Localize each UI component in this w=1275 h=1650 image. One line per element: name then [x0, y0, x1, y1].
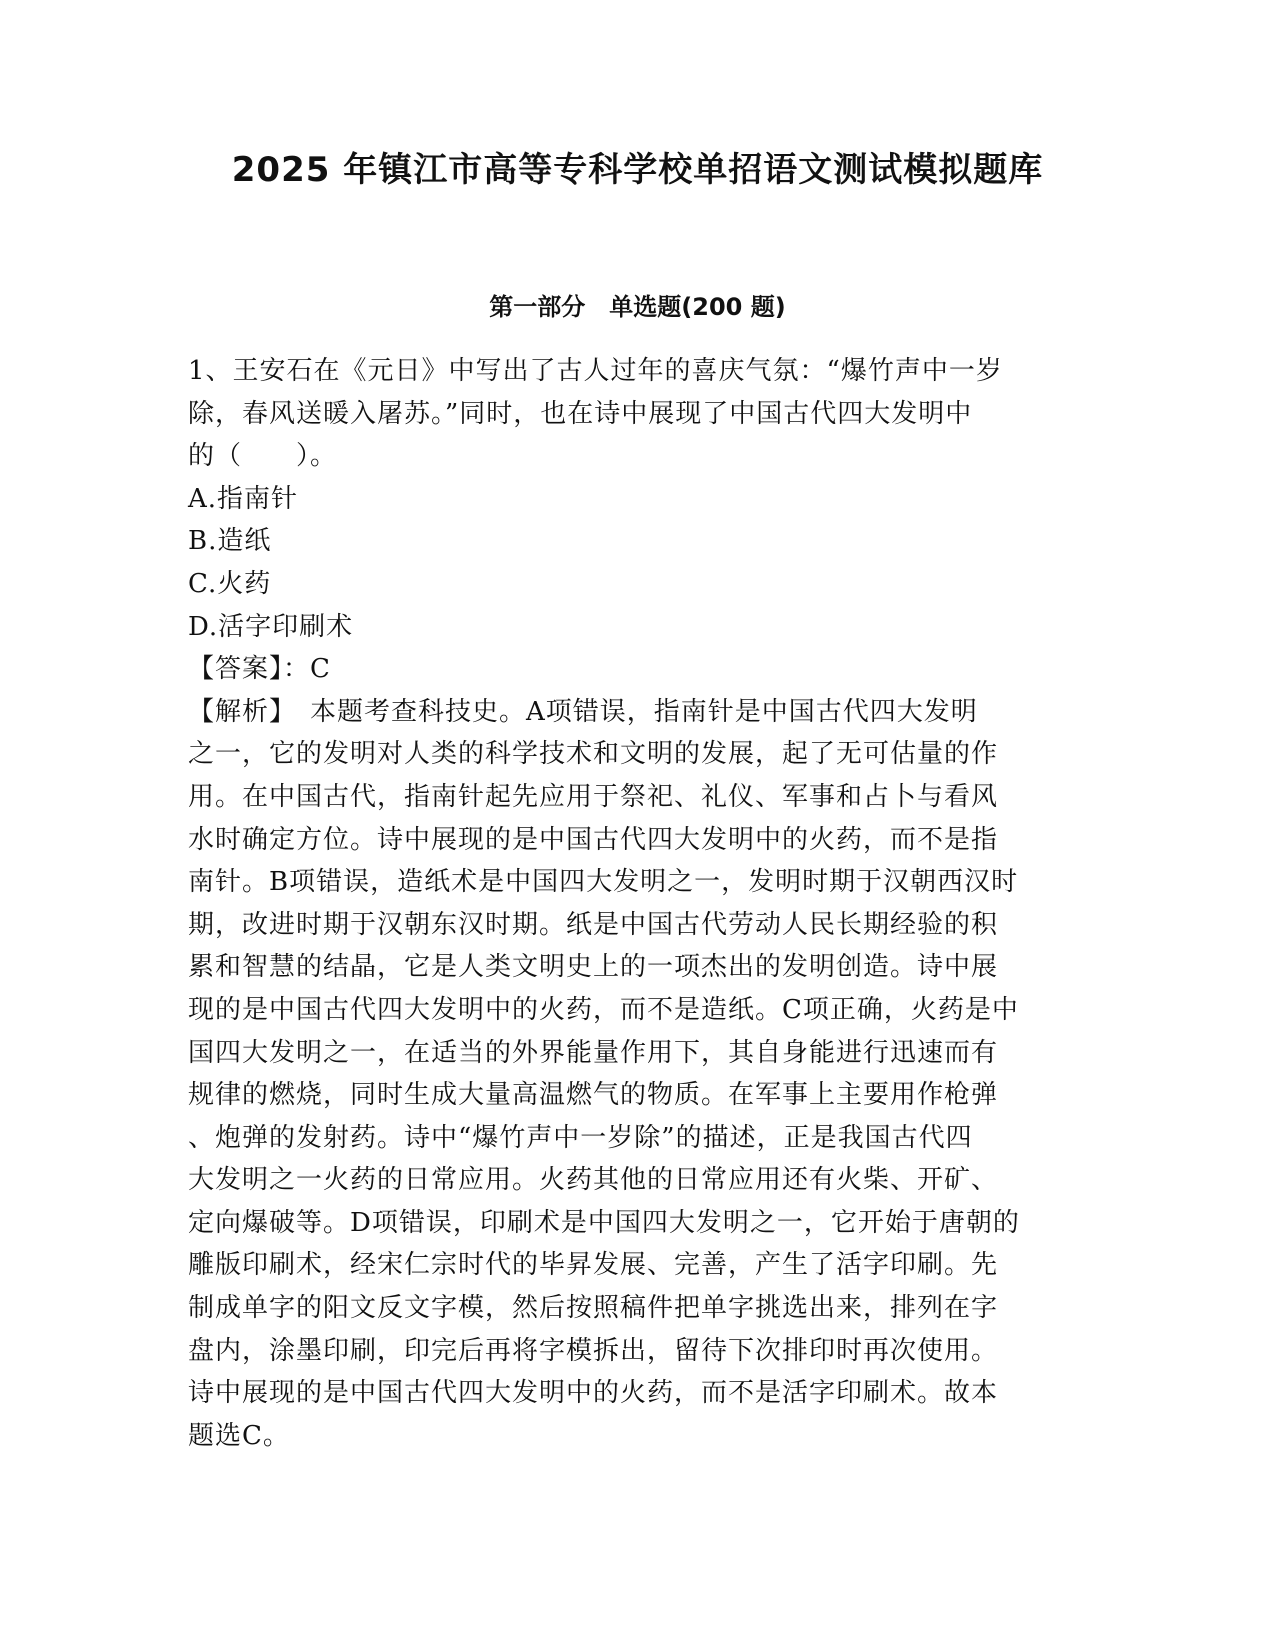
option-a: A.指南针	[188, 483, 299, 514]
analysis-line: 规律的燃烧，同时生成大量高温燃气的物质。在军事上主要用作枪弹	[188, 1080, 999, 1111]
analysis-line: 水时确定方位。诗中展现的是中国古代四大发明中的火药，而不是指	[188, 824, 999, 855]
analysis-line: 题选C。	[188, 1420, 290, 1451]
section-heading: 第一部分 单选题(200 题)	[489, 293, 786, 321]
analysis-line: 【解析】 本题考查科技史。A项错误，指南针是中国古代四大发明	[188, 696, 978, 727]
analysis-line: 累和智慧的结晶，它是人类文明史上的一项杰出的发明创造。诗中展	[188, 952, 999, 983]
question-1	[188, 350, 1088, 1457]
option-d: D.活字印刷术	[188, 611, 354, 642]
analysis-line: 定向爆破等。D项错误，印刷术是中国四大发明之一，它开始于唐朝的	[188, 1207, 1020, 1238]
analysis-line: 期，改进时期于汉朝东汉时期。纸是中国古代劳动人民长期经验的积	[188, 909, 999, 940]
option-b: B.造纸	[188, 526, 272, 557]
analysis-line: 之一，它的发明对人类的科学技术和文明的发展，起了无可估量的作	[188, 739, 999, 770]
answer-line: 【答案】：C	[188, 654, 331, 685]
analysis-line: 大发明之一火药的日常应用。火药其他的日常应用还有火柴、开矿、	[188, 1165, 999, 1196]
question-stem-line: 除，春风送暖入屠苏。”同时，也在诗中展现了中国古代四大发明中	[188, 398, 973, 429]
analysis-line: 国四大发明之一，在适当的外界能量作用下，其自身能进行迅速而有	[188, 1037, 999, 1068]
question-stem-line: 1、王安石在《元日》中写出了古人过年的喜庆气氛：“爆竹声中一岁	[188, 356, 1003, 386]
analysis-line: 现的是中国古代四大发明中的火药，而不是造纸。C项正确，火药是中	[188, 994, 1019, 1025]
document-title: 2025 年镇江市高等专科学校单招语文测试模拟题库	[231, 150, 1044, 190]
analysis-line: 南针。B项错误，造纸术是中国四大发明之一，发明时期于汉朝西汉时	[188, 867, 1019, 898]
analysis-line: 制成单字的阳文反文字模，然后按照稿件把单字挑选出来，排列在字	[188, 1293, 999, 1324]
option-c: C.火药	[188, 568, 272, 599]
analysis-line: 、炮弹的发射药。诗中“爆竹声中一岁除”的描述，正是我国古代四	[188, 1122, 973, 1153]
analysis-line: 诗中展现的是中国古代四大发明中的火药，而不是活字印刷术。故本	[188, 1378, 999, 1409]
analysis-line: 用。在中国古代，指南针起先应用于祭祀、礼仪、军事和占卜与看风	[188, 781, 999, 812]
question-stem-line: 的（ ）。	[188, 441, 338, 472]
analysis-line: 盘内，涂墨印刷，印完后再将字模拆出，留待下次排印时再次使用。	[188, 1335, 999, 1366]
analysis-line: 雕版印刷术，经宋仁宗时代的毕昇发展、完善，产生了活字印刷。先	[188, 1250, 999, 1281]
